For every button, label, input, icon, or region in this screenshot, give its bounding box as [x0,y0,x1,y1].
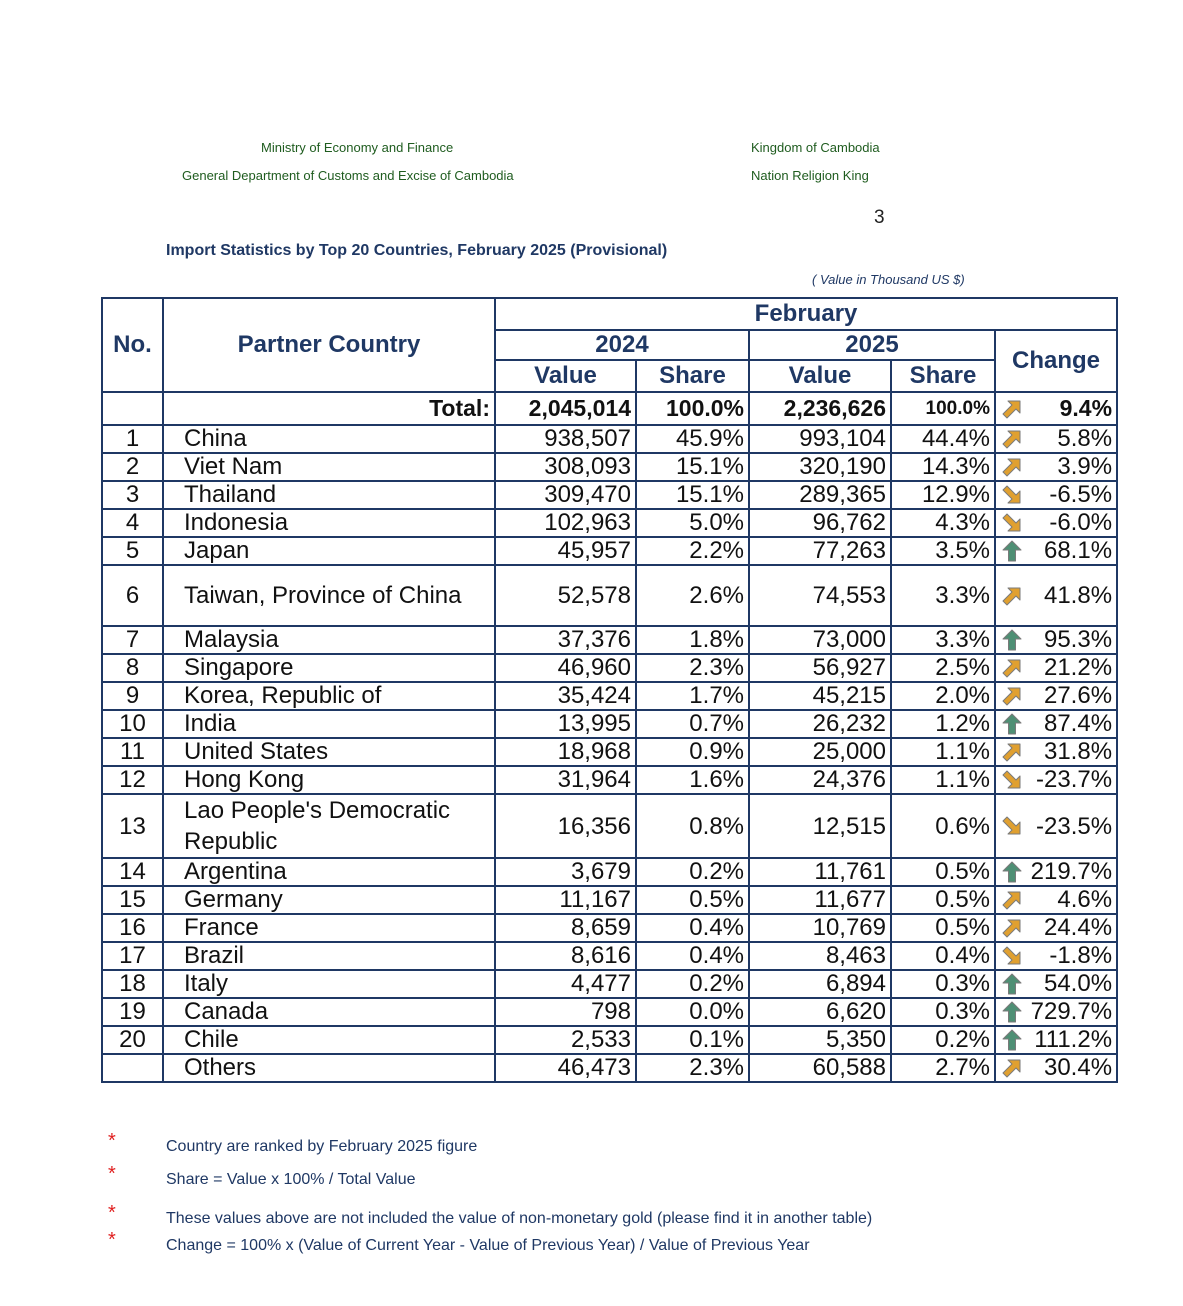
value-2024-cell: 798 [495,998,636,1026]
change-value: 30.4% [1043,1054,1113,1081]
share-2024-cell: 0.1% [636,1026,749,1054]
rank-cell: 1 [102,425,163,453]
rank-cell: 9 [102,682,163,710]
total-value-2025: 2,236,626 [749,392,891,425]
change-value: 3.9% [1057,453,1113,480]
rank-cell: 14 [102,858,163,886]
value-2025-cell: 60,588 [749,1054,891,1082]
share-2024-cell: 0.2% [636,970,749,998]
table-row [102,537,1117,565]
share-2024-cell: 2.6% [636,565,749,626]
up-right-arrow-icon [1000,455,1024,479]
change-cell [995,626,1117,654]
share-2025-cell: 4.3% [891,509,995,537]
share-2024-cell: 0.8% [636,794,749,858]
down-right-arrow-icon [1000,944,1024,968]
country-cell: Argentina [163,858,495,886]
value-2025-cell: 24,376 [749,766,891,794]
column-header-country: Partner Country [163,298,495,392]
total-share-2024: 100.0% [636,392,749,425]
change-cell [995,1054,1117,1082]
change-value: 24.4% [1043,914,1113,941]
share-2025-cell: 0.5% [891,914,995,942]
table-row [102,626,1117,654]
rank-cell: 19 [102,998,163,1026]
value-2024-cell: 8,659 [495,914,636,942]
change-cell [995,886,1117,914]
share-2025-cell: 3.3% [891,626,995,654]
rank-cell: 5 [102,537,163,565]
table-row [102,481,1117,509]
up-arrow-icon [1000,539,1024,563]
footnote-marker: * [108,1130,116,1152]
table-row [102,453,1117,481]
rank-cell: 11 [102,738,163,766]
value-2025-cell: 26,232 [749,710,891,738]
share-2025-cell: 44.4% [891,425,995,453]
change-value: 111.2% [1034,1026,1113,1053]
share-2025-cell: 1.1% [891,738,995,766]
change-value: 27.6% [1043,682,1113,709]
value-2024-cell: 11,167 [495,886,636,914]
column-header-share-2024: Share [636,360,749,392]
table-row [102,766,1117,794]
table-row [102,998,1117,1026]
share-2025-cell: 0.5% [891,886,995,914]
change-value: 95.3% [1043,626,1113,653]
up-arrow-icon [1000,712,1024,736]
kingdom-name: Kingdom of Cambodia [751,140,880,155]
country-cell: Hong Kong [163,766,495,794]
value-2024-cell: 46,960 [495,654,636,682]
change-value: 68.1% [1043,537,1113,564]
table-row [102,565,1117,626]
footnote-marker: * [108,1163,116,1185]
value-2024-cell: 35,424 [495,682,636,710]
column-header-value-2024: Value [495,360,636,392]
country-cell: Taiwan, Province of China [163,565,495,626]
value-2024-cell: 13,995 [495,710,636,738]
change-value: -1.8% [1049,942,1113,969]
share-2025-cell: 2.5% [891,654,995,682]
up-arrow-icon [1000,628,1024,652]
value-2025-cell: 993,104 [749,425,891,453]
rank-cell: 10 [102,710,163,738]
value-2025-cell: 11,761 [749,858,891,886]
up-arrow-icon [1000,860,1024,884]
column-header-no: No. [102,298,163,392]
footnote-text: Country are ranked by February 2025 figure [166,1138,478,1155]
change-cell [995,858,1117,886]
change-value: 21.2% [1043,654,1113,681]
column-header-year-prev: 2024 [495,330,749,360]
change-cell [995,710,1117,738]
table-row [102,914,1117,942]
country-cell: Brazil [163,942,495,970]
share-2025-cell: 0.6% [891,794,995,858]
change-value: -23.5% [1036,812,1113,840]
change-cell [995,1026,1117,1054]
share-2025-cell: 1.2% [891,710,995,738]
value-2025-cell: 5,350 [749,1026,891,1054]
down-right-arrow-icon [1000,483,1024,507]
share-2024-cell: 1.7% [636,682,749,710]
share-2024-cell: 1.8% [636,626,749,654]
up-right-arrow-icon [1000,916,1024,940]
value-2025-cell: 289,365 [749,481,891,509]
down-right-arrow-icon [1000,768,1024,792]
change-cell [995,794,1117,858]
table-row [102,942,1117,970]
country-cell: United States [163,738,495,766]
value-2024-cell: 4,477 [495,970,636,998]
unit-note: ( Value in Thousand US $) [812,272,965,287]
share-2025-cell: 0.2% [891,1026,995,1054]
share-2024-cell: 0.0% [636,998,749,1026]
table-row [102,425,1117,453]
share-2024-cell: 2.3% [636,1054,749,1082]
total-label: Total: [163,392,495,425]
value-2024-cell: 309,470 [495,481,636,509]
rank-cell: 16 [102,914,163,942]
change-cell [995,970,1117,998]
value-2025-cell: 320,190 [749,453,891,481]
share-2025-cell: 0.4% [891,942,995,970]
footnote-marker: * [108,1229,116,1251]
country-cell: Germany [163,886,495,914]
country-cell: France [163,914,495,942]
table-row [102,654,1117,682]
rank-cell: 17 [102,942,163,970]
share-2025-cell: 3.5% [891,537,995,565]
table-row [102,509,1117,537]
change-value: 5.8% [1057,425,1113,452]
share-2024-cell: 5.0% [636,509,749,537]
value-2024-cell: 37,376 [495,626,636,654]
share-2025-cell: 14.3% [891,453,995,481]
up-right-arrow-icon [1000,1056,1024,1080]
change-cell [995,766,1117,794]
change-value: 31.8% [1043,738,1113,765]
change-value: 4.6% [1057,886,1113,913]
column-header-share-2025: Share [891,360,995,392]
up-right-arrow-icon [1000,584,1024,608]
value-2024-cell: 308,093 [495,453,636,481]
total-no-cell [102,392,163,425]
value-2024-cell: 938,507 [495,425,636,453]
page-title: Import Statistics by Top 20 Countries, February 2025 (Provisional) [166,242,668,259]
change-cell [995,453,1117,481]
share-2025-cell: 2.0% [891,682,995,710]
value-2024-cell: 45,957 [495,537,636,565]
rank-cell: 18 [102,970,163,998]
country-cell: Italy [163,970,495,998]
total-share-2025: 100.0% [891,392,995,425]
up-right-arrow-icon [1000,740,1024,764]
page-number: 3 [874,207,885,228]
country-cell: Others [163,1054,495,1082]
down-right-arrow-icon [1000,511,1024,535]
change-value: 54.0% [1043,970,1113,997]
column-header-change: Change [995,330,1117,392]
value-2025-cell: 73,000 [749,626,891,654]
share-2024-cell: 2.2% [636,537,749,565]
country-cell: Chile [163,1026,495,1054]
change-cell [995,942,1117,970]
change-cell [995,537,1117,565]
department-name: General Department of Customs and Excise of Cambodia [182,168,514,183]
change-cell [995,682,1117,710]
change-cell [995,481,1117,509]
up-arrow-icon [1000,972,1024,996]
share-2024-cell: 0.7% [636,710,749,738]
up-right-arrow-icon [1000,397,1024,421]
change-value: 219.7% [1030,858,1113,885]
value-2024-cell: 52,578 [495,565,636,626]
change-value: -6.5% [1049,481,1113,508]
value-2025-cell: 56,927 [749,654,891,682]
country-cell: Viet Nam [163,453,495,481]
table-row [102,682,1117,710]
rank-cell [102,1054,163,1082]
country-cell: Canada [163,998,495,1026]
column-header-year-curr: 2025 [749,330,995,360]
value-2025-cell: 74,553 [749,565,891,626]
table-row [102,1026,1117,1054]
value-2024-cell: 31,964 [495,766,636,794]
share-2024-cell: 2.3% [636,654,749,682]
value-2025-cell: 6,894 [749,970,891,998]
column-header-value-2025: Value [749,360,891,392]
share-2024-cell: 15.1% [636,453,749,481]
share-2024-cell: 0.4% [636,914,749,942]
up-right-arrow-icon [1000,427,1024,451]
share-2025-cell: 12.9% [891,481,995,509]
share-2025-cell: 2.7% [891,1054,995,1082]
change-value: -6.0% [1049,509,1113,536]
footnote-marker: * [108,1202,116,1224]
value-2024-cell: 2,533 [495,1026,636,1054]
table-row [102,886,1117,914]
rank-cell: 3 [102,481,163,509]
value-2024-cell: 3,679 [495,858,636,886]
total-change-cell [995,392,1117,425]
country-cell: Indonesia [163,509,495,537]
change-cell [995,565,1117,626]
share-2024-cell: 0.2% [636,858,749,886]
footnote-text: Share = Value x 100% / Total Value [166,1171,416,1188]
total-row [102,392,1117,425]
value-2025-cell: 12,515 [749,794,891,858]
change-cell [995,914,1117,942]
share-2024-cell: 0.5% [636,886,749,914]
rank-cell: 13 [102,794,163,858]
country-cell: Japan [163,537,495,565]
share-2024-cell: 45.9% [636,425,749,453]
value-2024-cell: 16,356 [495,794,636,858]
table-row [102,1054,1117,1082]
share-2025-cell: 3.3% [891,565,995,626]
country-cell: Korea, Republic of [163,682,495,710]
share-2024-cell: 0.4% [636,942,749,970]
value-2025-cell: 77,263 [749,537,891,565]
up-right-arrow-icon [1000,684,1024,708]
national-motto: Nation Religion King [751,168,869,183]
up-right-arrow-icon [1000,656,1024,680]
change-cell [995,998,1117,1026]
value-2025-cell: 45,215 [749,682,891,710]
total-change: 9.4% [1059,395,1113,421]
rank-cell: 6 [102,565,163,626]
total-value-2024: 2,045,014 [495,392,636,425]
value-2025-cell: 25,000 [749,738,891,766]
rank-cell: 12 [102,766,163,794]
share-2024-cell: 15.1% [636,481,749,509]
share-2025-cell: 0.3% [891,970,995,998]
rank-cell: 4 [102,509,163,537]
value-2025-cell: 8,463 [749,942,891,970]
rank-cell: 2 [102,453,163,481]
change-value: 87.4% [1043,710,1113,737]
change-value: 41.8% [1043,582,1113,609]
rank-cell: 15 [102,886,163,914]
import-statistics-table [101,297,1118,1083]
value-2024-cell: 8,616 [495,942,636,970]
footnote-text: Change = 100% x (Value of Current Year - Value of Previous Year) / Value of Previous Year [166,1237,810,1254]
rank-cell: 8 [102,654,163,682]
value-2024-cell: 102,963 [495,509,636,537]
rank-cell: 20 [102,1026,163,1054]
value-2025-cell: 96,762 [749,509,891,537]
table-row [102,738,1117,766]
change-cell [995,425,1117,453]
change-value: -23.7% [1036,766,1113,793]
country-cell: India [163,710,495,738]
up-arrow-icon [1000,1028,1024,1052]
share-2024-cell: 0.9% [636,738,749,766]
value-2024-cell: 18,968 [495,738,636,766]
value-2025-cell: 11,677 [749,886,891,914]
table-row [102,710,1117,738]
country-cell: Lao People's Democratic Republic [163,794,495,858]
value-2024-cell: 46,473 [495,1054,636,1082]
rank-cell: 7 [102,626,163,654]
footnote-text: These values above are not included the value of non-monetary gold (please find it in another table) [166,1210,873,1227]
country-cell: Singapore [163,654,495,682]
down-right-arrow-icon [1000,814,1024,838]
value-2025-cell: 6,620 [749,998,891,1026]
share-2024-cell: 1.6% [636,766,749,794]
country-cell: Thailand [163,481,495,509]
value-2025-cell: 10,769 [749,914,891,942]
country-cell: China [163,425,495,453]
change-cell [995,738,1117,766]
table-row [102,970,1117,998]
up-right-arrow-icon [1000,888,1024,912]
share-2025-cell: 1.1% [891,766,995,794]
share-2025-cell: 0.5% [891,858,995,886]
up-arrow-icon [1000,1000,1024,1024]
change-cell [995,509,1117,537]
country-cell: Malaysia [163,626,495,654]
change-value: 729.7% [1030,998,1113,1025]
share-2025-cell: 0.3% [891,998,995,1026]
change-cell [995,654,1117,682]
ministry-name: Ministry of Economy and Finance [261,140,454,155]
column-header-month: February [495,298,1117,330]
table-row [102,794,1117,858]
table-row [102,858,1117,886]
